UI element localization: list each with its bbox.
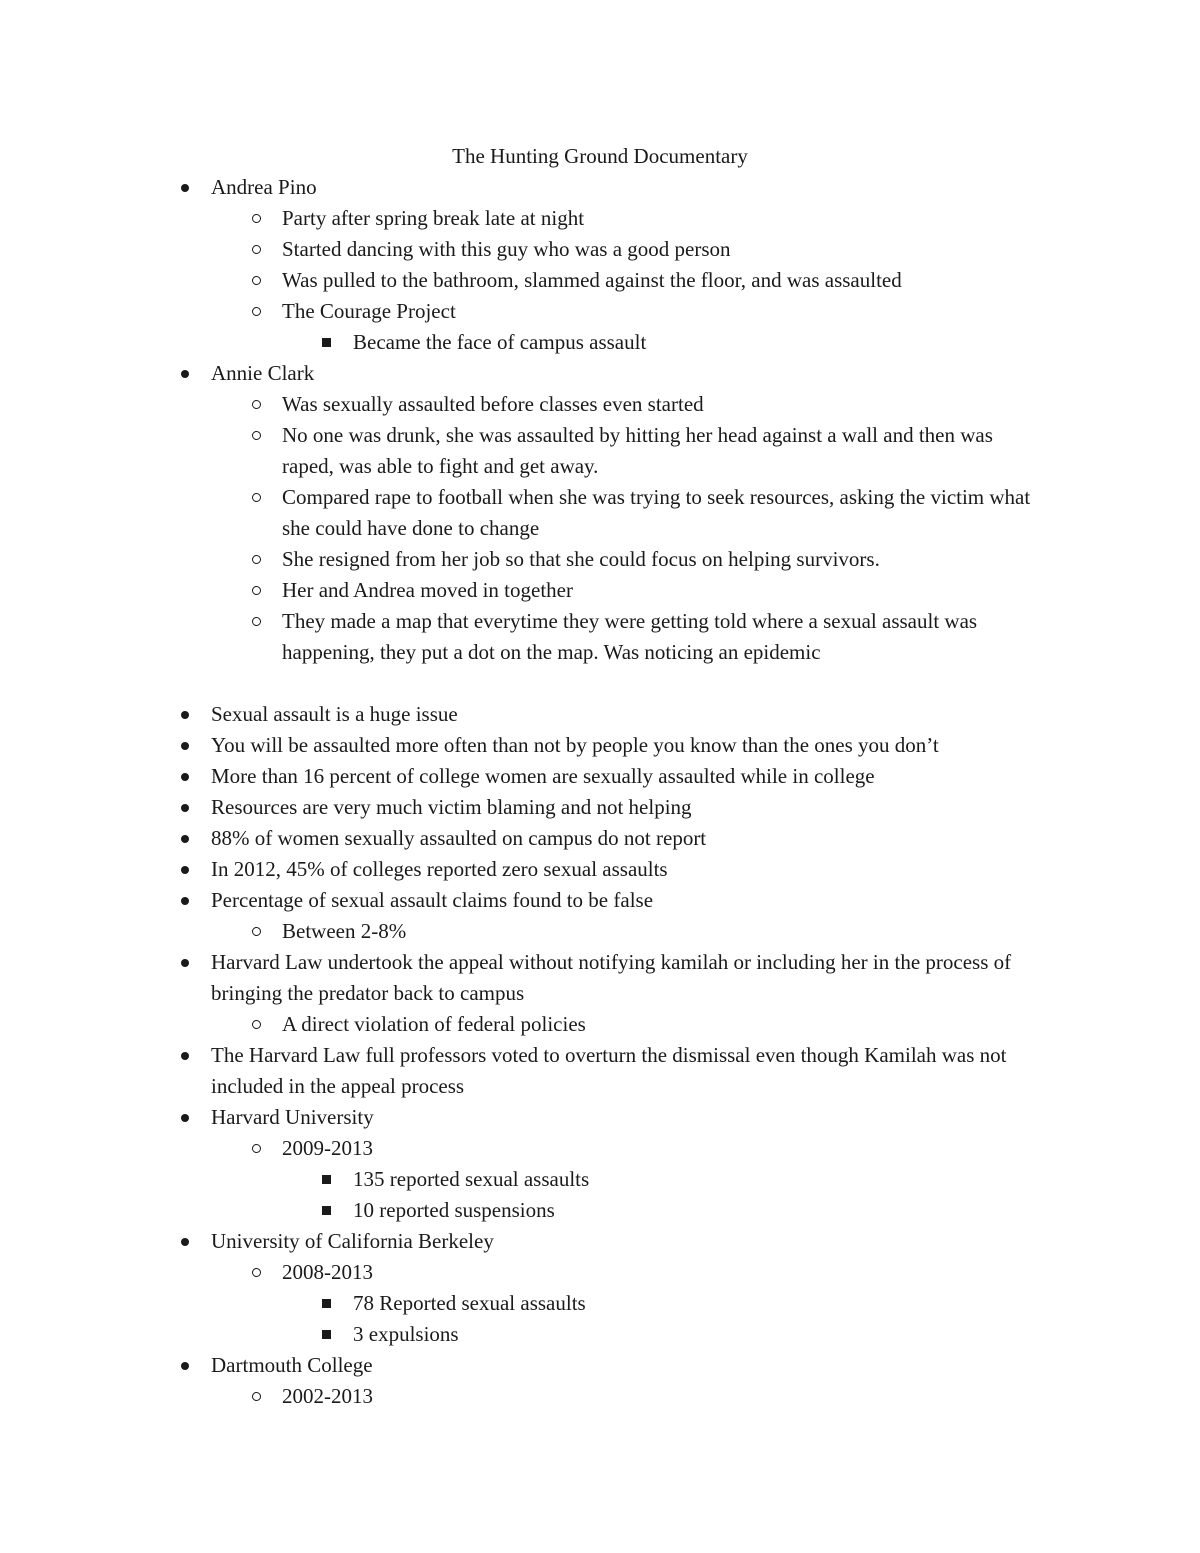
- bullet-circle-icon: [246, 265, 266, 296]
- bullet-dot-icon: [175, 730, 195, 761]
- list-item-text: 2002-2013: [282, 1384, 373, 1408]
- list-item-level-2: [0, 203, 1200, 234]
- list-item-text: Became the face of campus assault: [353, 330, 647, 354]
- list-item-text: 88% of women sexually assaulted on campus do not report: [211, 826, 707, 850]
- bullet-dot-icon: [175, 947, 195, 978]
- bullet-dot-icon: [175, 792, 195, 823]
- bullet-circle-icon: [246, 389, 266, 420]
- list-item-level-2: [0, 389, 1200, 420]
- bullet-dot-icon: [175, 1040, 195, 1071]
- list-item-text: Party after spring break late at night: [282, 206, 585, 230]
- bullet-circle-icon: [246, 1009, 266, 1040]
- list-item-text: No one was drunk, she was assaulted by hitting her head against a wall and then was raped, was able to fight and get away.: [282, 423, 993, 478]
- list-item-text: They made a map that everytime they were getting told where a sexual assault was happening, they put a dot on the map. Was noticing an epidemic: [282, 609, 978, 664]
- bullet-circle-icon: [246, 203, 266, 234]
- bullet-dot-icon: [175, 854, 195, 885]
- list-item-text: Harvard University: [211, 1105, 374, 1129]
- list-item-level-2: [0, 1257, 1200, 1288]
- bullet-dot-icon: [175, 172, 195, 203]
- bullet-dot-icon: [175, 699, 195, 730]
- list-item-level-1: [0, 699, 1200, 730]
- list-item-level-3: [0, 1319, 1200, 1350]
- list-item-level-3: [0, 1288, 1200, 1319]
- list-item-level-2: [0, 575, 1200, 606]
- list-item-level-1: [0, 730, 1200, 761]
- list-item-level-2: [0, 265, 1200, 296]
- list-item-text: University of California Berkeley: [211, 1229, 494, 1253]
- list-item-text: In 2012, 45% of colleges reported zero sexual assaults: [211, 857, 668, 881]
- list-item-level-1: [0, 792, 1200, 823]
- bullet-circle-icon: [246, 1257, 266, 1288]
- document-title: The Hunting Ground Documentary: [452, 144, 748, 168]
- list-item-text: Her and Andrea moved in together: [282, 578, 573, 602]
- list-item-level-3: [0, 1195, 1200, 1226]
- bullet-square-icon: [316, 1195, 336, 1226]
- list-item-text: Andrea Pino: [211, 175, 317, 199]
- bullet-dot-icon: [175, 885, 195, 916]
- list-item-text: 2009-2013: [282, 1136, 373, 1160]
- bullet-circle-icon: [246, 575, 266, 606]
- bullet-circle-icon: [246, 482, 266, 513]
- list-item-level-1: [0, 172, 1200, 203]
- list-item-text: Was pulled to the bathroom, slammed against the floor, and was assaulted: [282, 268, 902, 292]
- list-item-level-1: [0, 761, 1200, 792]
- bullet-square-icon: [316, 1319, 336, 1350]
- list-item-text: Was sexually assaulted before classes even started: [282, 392, 704, 416]
- list-item-level-1: [0, 358, 1200, 389]
- bullet-dot-icon: [175, 1226, 195, 1257]
- list-item-text: Sexual assault is a huge issue: [211, 702, 458, 726]
- bullet-dot-icon: [175, 823, 195, 854]
- bullet-circle-icon: [246, 606, 266, 637]
- bullet-circle-icon: [246, 296, 266, 327]
- list-item-level-2: [0, 916, 1200, 947]
- bullet-dot-icon: [175, 1350, 195, 1381]
- bullet-circle-icon: [246, 234, 266, 265]
- list-item-text: Annie Clark: [211, 361, 315, 385]
- bullet-square-icon: [316, 327, 336, 358]
- list-item-text: The Harvard Law full professors voted to overturn the dismissal even though Kamilah was not included in the appeal process: [211, 1043, 1007, 1098]
- list-item-text: A direct violation of federal policies: [282, 1012, 586, 1036]
- bullet-dot-icon: [175, 1102, 195, 1133]
- blank-line: [0, 668, 1200, 699]
- bullet-circle-icon: [246, 1133, 266, 1164]
- notes-list: [0, 172, 1200, 1412]
- bullet-circle-icon: [246, 420, 266, 451]
- list-item-level-2: [0, 606, 1200, 668]
- list-item-level-1: [0, 1040, 1200, 1102]
- list-item-level-1: [0, 1102, 1200, 1133]
- bullet-dot-icon: [175, 761, 195, 792]
- bullet-square-icon: [316, 1288, 336, 1319]
- list-item-text: Compared rape to football when she was trying to seek resources, asking the victim what she could have done to change: [282, 485, 1031, 540]
- list-item-level-3: [0, 1164, 1200, 1195]
- list-item-level-2: [0, 1381, 1200, 1412]
- list-item-level-2: [0, 1133, 1200, 1164]
- list-item-text: Resources are very much victim blaming and not helping: [211, 795, 692, 819]
- bullet-circle-icon: [246, 544, 266, 575]
- list-item-text: 2008-2013: [282, 1260, 373, 1284]
- list-item-level-1: [0, 885, 1200, 916]
- list-item-level-1: [0, 947, 1200, 1009]
- list-item-text: 10 reported suspensions: [353, 1198, 555, 1222]
- list-item-level-2: [0, 296, 1200, 327]
- list-item-level-2: [0, 544, 1200, 575]
- list-item-text: Percentage of sexual assault claims found to be false: [211, 888, 654, 912]
- list-item-text: Dartmouth College: [211, 1353, 373, 1377]
- list-item-text: You will be assaulted more often than not by people you know than the ones you don’t: [211, 733, 939, 757]
- list-item-level-2: [0, 482, 1200, 544]
- list-item-text: The Courage Project: [282, 299, 456, 323]
- list-item-level-1: [0, 823, 1200, 854]
- list-item-text: 135 reported sexual assaults: [353, 1167, 590, 1191]
- list-item-text: More than 16 percent of college women are sexually assaulted while in college: [211, 764, 875, 788]
- bullet-dot-icon: [175, 358, 195, 389]
- list-item-level-1: [0, 1350, 1200, 1381]
- list-item-level-1: [0, 1226, 1200, 1257]
- list-item-level-1: [0, 854, 1200, 885]
- list-item-level-2: [0, 234, 1200, 265]
- list-item-level-2: [0, 1009, 1200, 1040]
- list-item-text: Started dancing with this guy who was a good person: [282, 237, 731, 261]
- list-item-level-3: [0, 327, 1200, 358]
- list-item-level-2: [0, 420, 1200, 482]
- list-item-text: 3 expulsions: [353, 1322, 459, 1346]
- list-item-text: 78 Reported sexual assaults: [353, 1291, 586, 1315]
- list-item-text: Between 2-8%: [282, 919, 407, 943]
- bullet-circle-icon: [246, 916, 266, 947]
- bullet-circle-icon: [246, 1381, 266, 1412]
- bullet-square-icon: [316, 1164, 336, 1195]
- list-item-text: Harvard Law undertook the appeal without notifying kamilah or including her in the process of bringing the predator back to campus: [211, 950, 1012, 1005]
- list-item-text: She resigned from her job so that she could focus on helping survivors.: [282, 547, 880, 571]
